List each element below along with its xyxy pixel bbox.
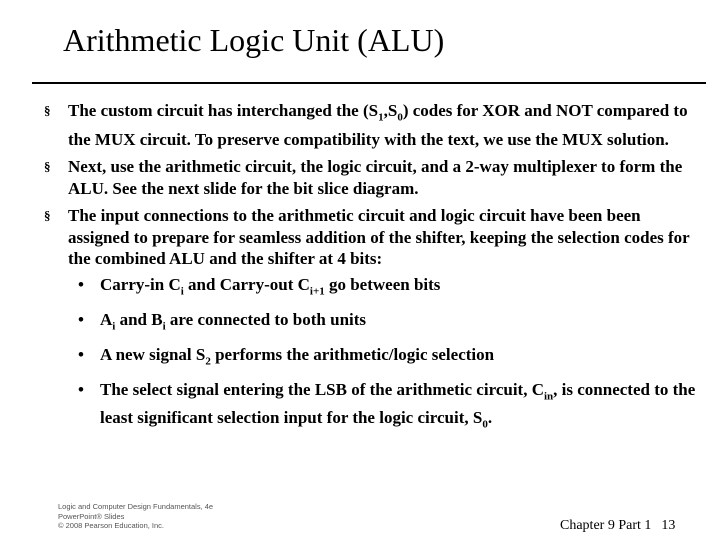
slide-body (44, 100, 704, 442)
square-bullet-icon: § (44, 103, 51, 118)
sub-bullet-item (68, 309, 704, 338)
bullet-item (44, 156, 704, 199)
subscript: in (543, 389, 554, 402)
bullet-text: The custom circuit has interchanged the $(S_1,S_0)$ codes for XOR and NOT compared to the MUX circuit. To preserve compatibility with the text, we use the MUX solution. (68, 101, 688, 149)
book-credit-line: Logic and Computer Design Fundamentals, 4e (58, 502, 214, 511)
subscript: i (180, 285, 184, 298)
sub-bullet-item (68, 379, 704, 437)
title-divider (32, 82, 706, 84)
dot-bullet-icon: • (78, 344, 84, 364)
subscript: 0 (397, 111, 403, 124)
slide-footer (560, 518, 675, 534)
sub-bullet-item (68, 344, 704, 373)
sub-bullet-text: $A_i$ and $B_i$ are connected to both units (100, 309, 367, 333)
sub-bullet-text: Carry-in $C_i$ and Carry-out $C_{i+1}$ go between bits (100, 274, 441, 298)
square-bullet-icon: § (44, 159, 51, 175)
slide-title: Arithmetic Logic Unit (ALU) (63, 22, 445, 58)
dot-bullet-icon: • (78, 379, 84, 399)
subscript: 1 (378, 111, 384, 124)
bullet-text: The input connections to the arithmetic circuit and logic circuit have been been assigned to prepare for seamless addition of the shifter, keeping the selection codes for the combined ALU and the shifter at 4 bits: (68, 206, 690, 269)
page-number: 13 (661, 518, 676, 533)
bullet-text: Next, use the arithmetic circuit, the logic circuit, and a 2-way multiplexer to form the ALU. See the next slide for the bit slice diagram. (68, 157, 683, 198)
dot-bullet-icon: • (78, 274, 84, 294)
bullet-item (44, 100, 704, 150)
sub-bullet-list (68, 274, 704, 436)
chapter-label: Chapter 9 Part 1 (560, 518, 652, 533)
dot-bullet-icon: • (78, 309, 84, 329)
subscript: i (112, 320, 116, 333)
book-credit-line: PowerPoint® Slides (58, 511, 125, 521)
book-credit-line: © 2008 Pearson Education, Inc. (58, 521, 165, 530)
subscript: i+1 (309, 285, 325, 298)
bullet-item (44, 205, 704, 436)
sub-bullet-text: A new signal $S_2$ performs the arithmetic/logic selection (100, 344, 495, 368)
sub-bullet-text: The select signal entering the LSB of the arithmetic circuit, $C_{in}$, is connected to the least significant selection input for the logic circuit, $S_0$. (100, 379, 696, 431)
sub-bullet-item (68, 274, 704, 303)
subscript: 2 (205, 355, 211, 368)
book-credit (58, 502, 213, 531)
square-bullet-icon: § (44, 208, 51, 224)
subscript: 0 (482, 418, 488, 431)
subscript: i (162, 320, 166, 333)
